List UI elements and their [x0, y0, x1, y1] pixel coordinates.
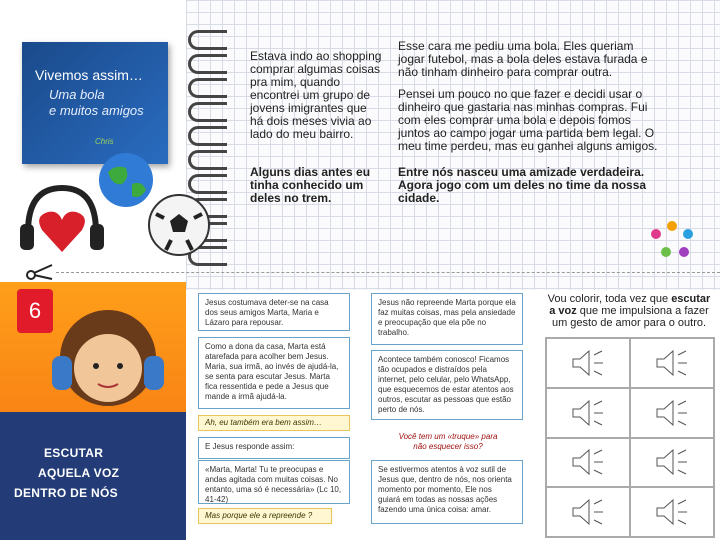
text-box-3: E Jesus responde assim:: [198, 437, 350, 459]
story-paragraph-2: Alguns dias antes eu tinha conhecido um deles no trem.: [250, 165, 371, 205]
story-paragraph-3: Esse cara me pediu uma bola. Eles queriam jogar futebol, mas a bola deles estava furada e não tinham dinheiro para comprar outra.: [398, 39, 648, 79]
speaker-cell[interactable]: [546, 487, 630, 537]
speaker-icon: [655, 349, 689, 377]
speaker-cell[interactable]: [630, 388, 714, 438]
speaker-icon: [655, 399, 689, 427]
scissors-icon: [26, 263, 54, 281]
card-author: Chris: [95, 137, 114, 146]
speaker-cell[interactable]: [630, 438, 714, 488]
text-box-5: Jesus não repreende Marta porque ela faz muitas coisas, mas pela ansiedade e preocupação que ela põe no trabalho.: [371, 293, 523, 345]
escutar-line-1: ESCUTAR: [44, 446, 104, 460]
speaker-coloring-grid: [545, 337, 715, 538]
speaker-icon: [655, 498, 689, 526]
text-box-7: Se estivermos atentos à voz sutil de Jesus que, dentro de nós, nos orienta momento por momento, Ele nos guiará em todas as nossas ações fazendo uma única coisa: amar.: [371, 460, 523, 524]
question-note: Você tem um «truque» para não esquecer isso?: [388, 428, 508, 456]
instruction-bold: escutar a voz: [549, 293, 711, 317]
instruction-part-2: que me impulsiona a fazer um gesto de amor para o outro.: [551, 305, 709, 329]
card-heading: Vivemos assim…: [35, 67, 143, 83]
text-box-2: Como a dona da casa, Marta está atarefada para acolher bem Jesus. Maria, sua irmã, ao invés de ajudá-la, se senta para escutar Jesus. Marta fica ressentida e pede a Jesus que mande a irmã ajudá-la.: [198, 337, 350, 409]
speaker-icon: [655, 448, 689, 476]
card-subtitle-line-2: e muitos amigos: [49, 103, 144, 118]
speaker-cell[interactable]: [630, 338, 714, 388]
text-box-6: Acontece também conosco! Ficamos tão ocupados e distraídos pela internet, pelo celular, pelo WhatsApp, que esquecemos de estar atentos aos outros, escutar as pessoas que estão perto de nós.: [371, 350, 523, 420]
card-subtitle: [49, 87, 144, 119]
instruction-part-1: Vou colorir, toda vez que: [547, 293, 669, 305]
speaker-icon: [571, 349, 605, 377]
activity-instruction: [545, 293, 713, 329]
text-box-4: «Marta, Marta! Tu te preocupas e andas agitada com muitas coisas. No entanto, uma só é necessária» (Lc 10, 41-42): [198, 460, 350, 504]
lesson-number-badge: 6: [17, 289, 53, 333]
card-subtitle-line-1: Uma bola: [49, 87, 105, 102]
speaker-cell[interactable]: [546, 438, 630, 488]
speaker-icon: [571, 448, 605, 476]
speaker-icon: [571, 399, 605, 427]
speaker-cell[interactable]: [546, 388, 630, 438]
headphones-heart-icon: [12, 180, 112, 260]
story-paragraph-1: Estava indo ao shopping comprar algumas coisas pra mim, quando encontrei um grupo de jovens imigrantes que há dois meses vivia ao lado do meu bairro.: [250, 49, 382, 141]
escutar-line-2: AQUELA VOZ: [38, 466, 120, 480]
escutar-line-3: DENTRO DE NÓS: [14, 486, 118, 500]
title-card: [22, 42, 168, 164]
speaker-cell[interactable]: [630, 487, 714, 537]
cut-line: [56, 272, 720, 273]
speaker-icon: [571, 498, 605, 526]
speech-box-2: Mas porque ele a repreende ?: [198, 508, 332, 524]
story-paragraph-4: Pensei um pouco no que fazer e decidi usar o dinheiro que gastaria nas minhas compras. Fui com eles comprar uma bola e depois fomos juntos ao campo jogar uma partida bem legal. O meu time perdeu, mas eu ganhei alguns amigos.: [398, 87, 658, 153]
text-box-1: Jesus costumava deter-se na casa dos seus amigos Marta, Maria e Lázaro para repousar.: [198, 293, 350, 331]
story-paragraph-5: Entre nós nasceu uma amizade verdadeira. Agora jogo com um deles no time da nossa cidade.: [398, 165, 647, 205]
soccer-ball-icon: [146, 192, 212, 258]
speaker-cell[interactable]: [546, 338, 630, 388]
speech-box-1: Ah, eu também era bem assim…: [198, 415, 350, 431]
kids-logo-icon: [644, 212, 704, 268]
